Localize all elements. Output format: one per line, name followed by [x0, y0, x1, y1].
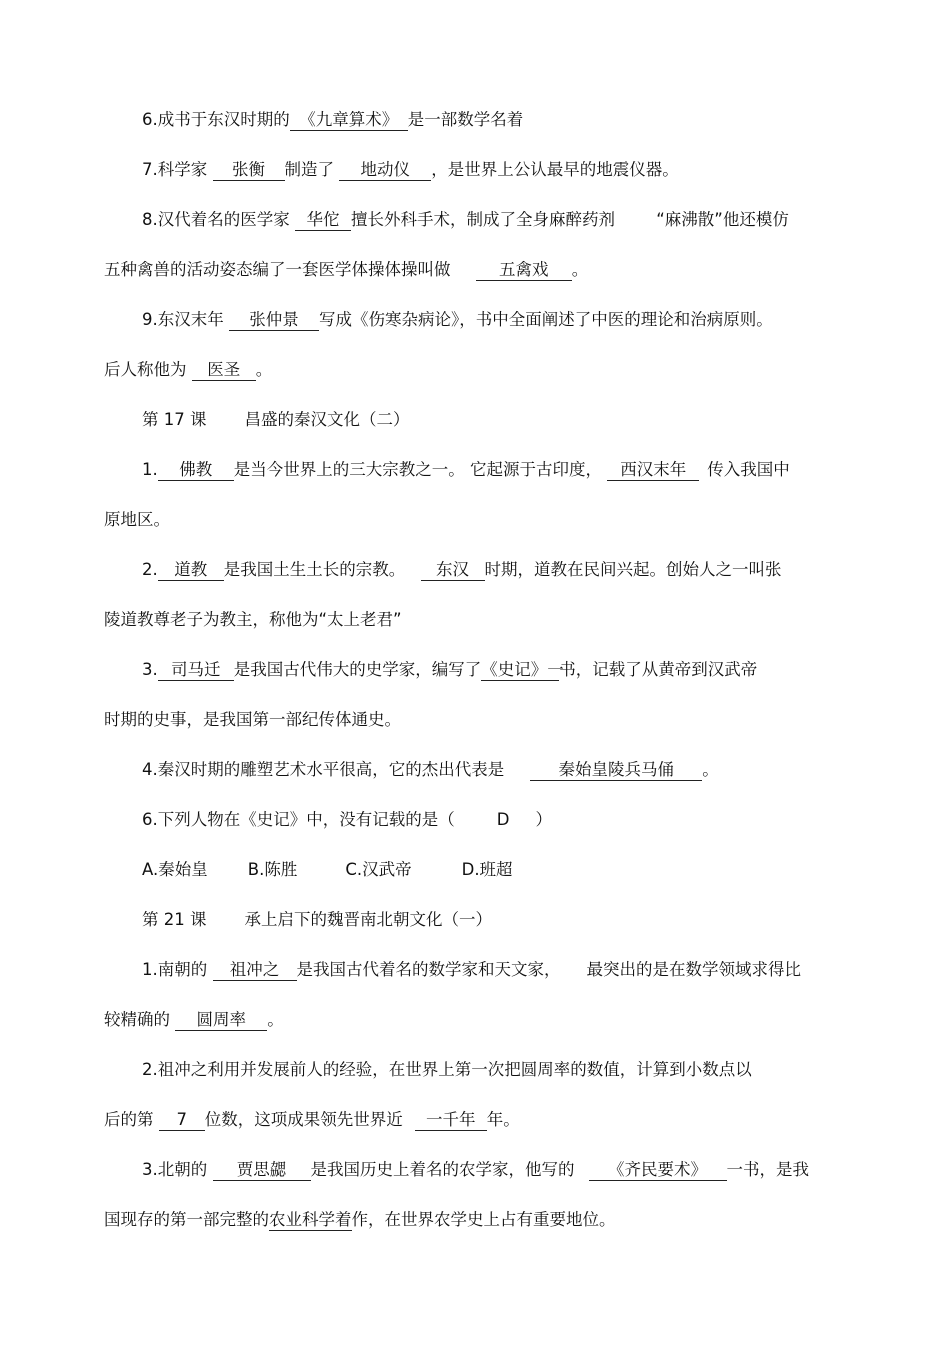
lesson21-question-2-line2: 后的第 7 位数，这项成果领先世界近 一千年 年。 — [104, 1110, 520, 1129]
lesson17-question-2-line1: 2. 道教 是我国土生土长的宗教。 东汉 时期，道教在民间兴起。创始人之一叫张 — [142, 560, 782, 579]
blank-answer: 地动仪 — [339, 160, 431, 181]
question-8-line1: 8.汉代着名的医学家 华佗 擅长外科手术，制成了全身麻醉药剂 “麻沸散”他还模仿 — [142, 210, 789, 229]
question-7: 7.科学家 张衡 制造了 地动仪 ，是世界上公认最早的地震仪器。 — [142, 160, 679, 179]
blank-answer: 司马迁 — [158, 660, 234, 681]
blank-answer: 《史记》一 — [481, 660, 564, 679]
option-c: C.汉武帝 — [345, 860, 412, 879]
blank-answer: 东汉 — [421, 560, 485, 581]
lesson17-question-3-line1: 3. 司马迁 是我国古代伟大的史学家，编写了《史记》一书，记载了从黄帝到汉武帝 — [142, 660, 758, 679]
blank-answer: 华佗 — [295, 210, 351, 231]
question-8-line2: 五种禽兽的活动姿态编了一套医学体操体操叫做 五禽戏 。 — [104, 260, 589, 279]
lesson-21-heading: 第 21 课 承上启下的魏晋南北朝文化（一） — [142, 910, 492, 929]
choice-options — [142, 858, 513, 882]
blank-answer: 秦始皇陵兵马俑 — [530, 760, 702, 781]
blank-answer: 祖冲之 — [213, 960, 297, 981]
blank-answer: 张仲景 — [229, 310, 319, 331]
option-d: D.班超 — [461, 860, 513, 879]
blank-answer: 西汉末年 — [607, 460, 699, 481]
lesson21-question-3-line2: 国现存的第一部完整的农业科学着作，在世界农学史上占有重要地位。 — [104, 1210, 616, 1229]
lesson21-question-1-line2: 较精确的 圆周率 。 — [104, 1010, 284, 1029]
lesson21-question-1-line1: 1.南朝的 祖冲之 是我国古代着名的数学家和天文家， 最突出的是在数学领域求得比 — [142, 960, 801, 979]
blank-answer: 圆周率 — [175, 1010, 267, 1031]
lesson-17-heading: 第 17 课 昌盛的秦汉文化（二） — [142, 410, 410, 429]
blank-answer: 道教 — [158, 560, 224, 581]
blank-answer: 医圣 — [192, 360, 256, 381]
option-b: B.陈胜 — [247, 860, 298, 879]
lesson21-question-2-line1: 2.祖冲之利用并发展前人的经验，在世界上第一次把圆周率的数值，计算到小数点以 — [142, 1060, 752, 1079]
blank-answer: 《九章算术》 — [290, 110, 408, 131]
choice-answer: D — [496, 810, 510, 829]
option-a: A.秦始皇 — [142, 860, 208, 879]
blank-answer: 一千年 — [415, 1110, 487, 1131]
lesson17-question-3-line2: 时期的史事，是我国第一部纪传体通史。 — [104, 710, 401, 729]
underlined-term: 农业科学着 — [269, 1210, 352, 1229]
lesson17-question-2-line2: 陵道教尊老子为教主，称他为“太上老君” — [104, 610, 402, 629]
blank-answer: 张衡 — [213, 160, 285, 181]
lesson17-question-1-line1: 1. 佛教 是当今世界上的三大宗教之一。 它起源于古印度， 西汉末年 传入我国中 — [142, 460, 790, 479]
question-9-line2: 后人称他为 医圣 。 — [104, 360, 273, 379]
lesson17-question-1-line2: 原地区。 — [104, 510, 170, 529]
question-6: 6.成书于东汉时期的 《九章算术》 是一部数学名着 — [142, 110, 524, 129]
lesson17-question-4: 4.秦汉时期的雕塑艺术水平很高，它的杰出代表是 秦始皇陵兵马俑 。 — [142, 760, 719, 779]
lesson21-question-3-line1: 3.北朝的 贾思勰 是我国历史上着名的农学家，他写的 《齐民要术》 一书，是我 — [142, 1160, 809, 1179]
blank-answer: 贾思勰 — [213, 1160, 311, 1181]
question-9-line1: 9.东汉末年 张仲景 写成《伤寒杂病论》，书中全面阐述了中医的理论和治病原则。 — [142, 310, 773, 329]
blank-answer: 五禽戏 — [476, 260, 572, 281]
lesson17-question-6: 6.下列人物在《史记》中，没有记载的是（ D ） — [142, 810, 552, 829]
blank-answer: 佛教 — [158, 460, 234, 481]
blank-answer: 7 — [159, 1110, 205, 1131]
blank-answer: 《齐民要术》 — [589, 1160, 727, 1181]
